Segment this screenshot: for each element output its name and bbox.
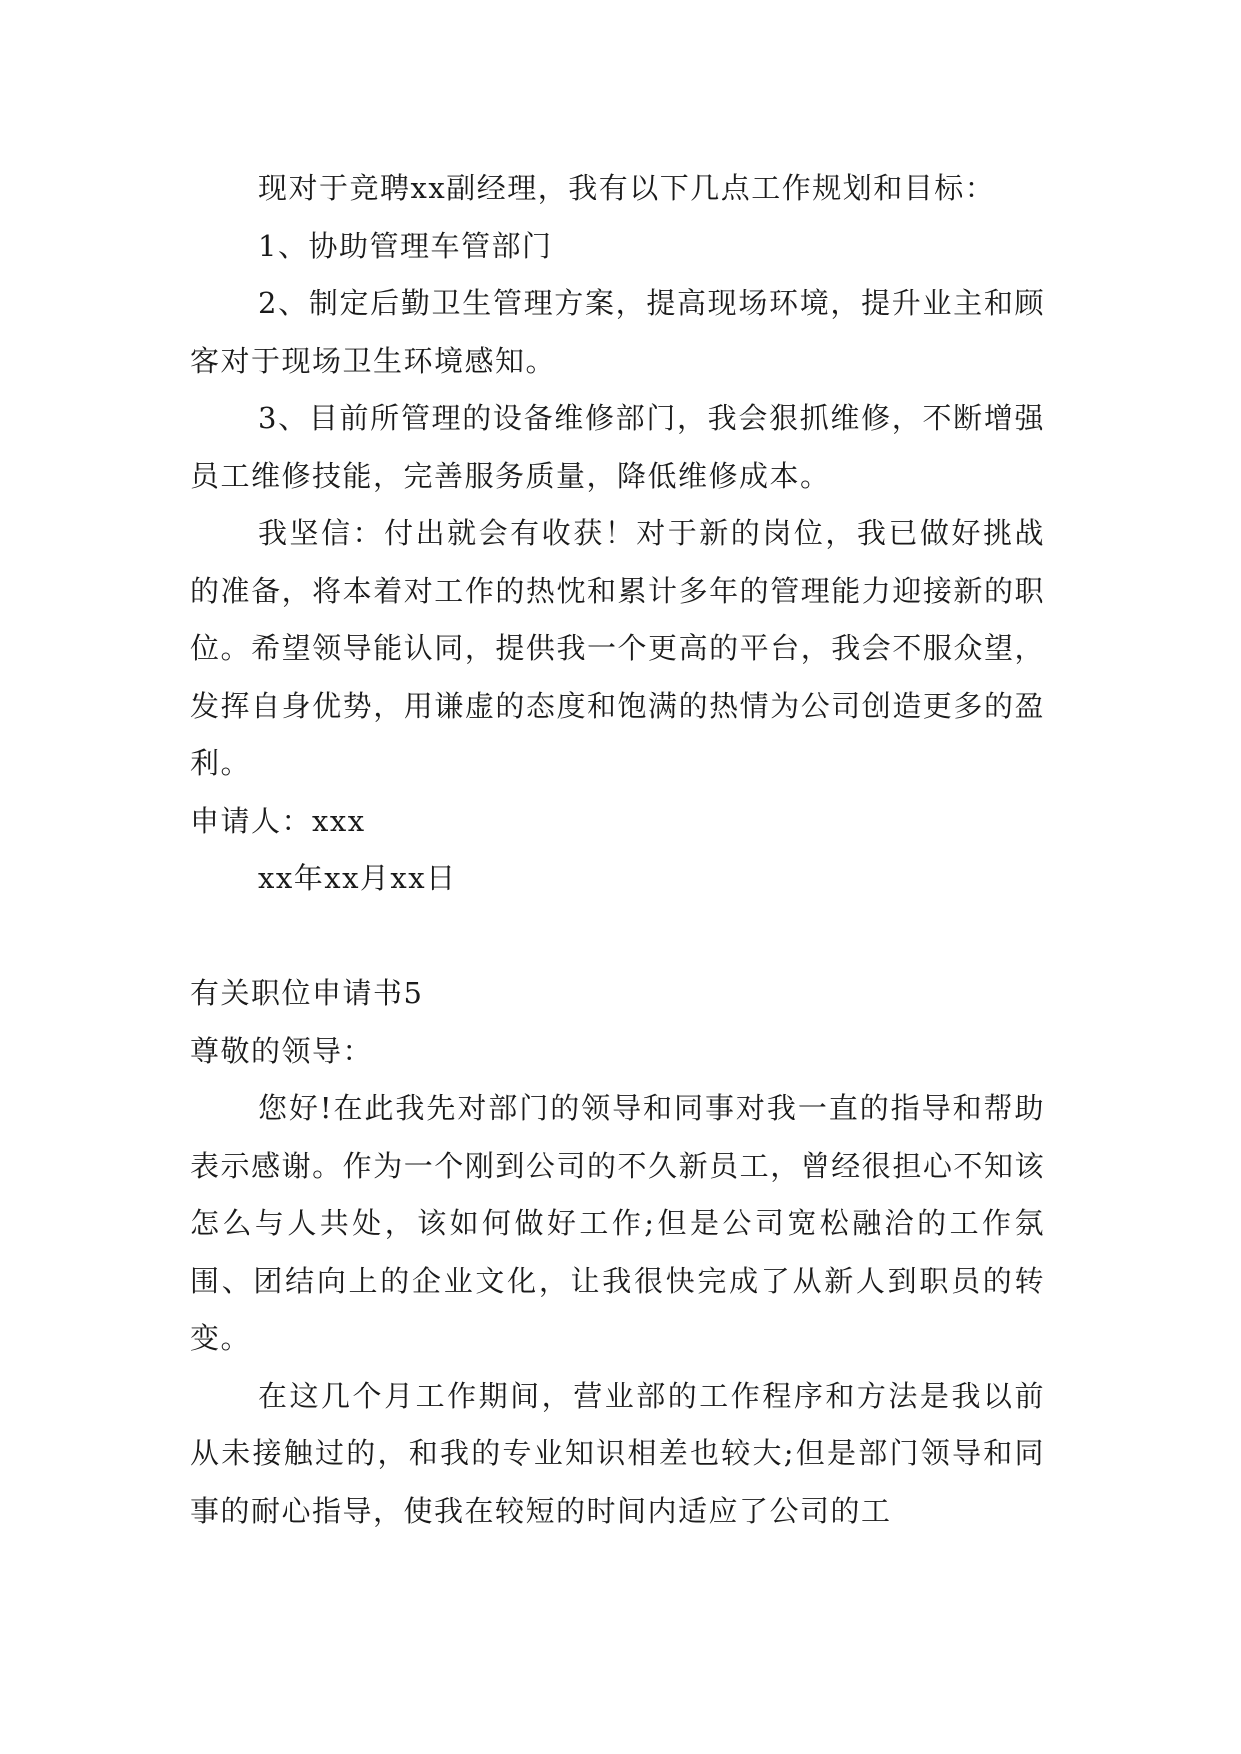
paragraph-conviction: 我坚信：付出就会有收获！对于新的岗位，我已做好挑战的准备，将本着对工作的热忱和累计多年的管理能力迎接新的职位。希望领导能认同，提供我一个更高的平台，我会不服众望，发挥自身优势，用谦虚的态度和饱满的热情为公司创造更多的盈利。 xyxy=(190,516,1045,780)
paragraph-work-period: 在这几个月工作期间，营业部的工作程序和方法是我以前从未接触过的，和我的专业知识相差也较大;但是部门领导和同事的耐心指导，使我在较短的时间内适应了公司的工 xyxy=(190,1378,1045,1528)
salutation: 尊敬的领导： xyxy=(190,1033,374,1068)
signature-date: xx年xx月xx日 xyxy=(258,861,457,895)
document-body xyxy=(190,160,1045,1540)
paragraph-thanks: 您好!在此我先对部门的领导和同事对我一直的指导和帮助表示感谢。作为一个刚到公司的不久新员工，曾经很担心不知该怎么与人共处，该如何做好工作;但是公司宽松融洽的工作氛围、团结向上的企业文化，让我很快完成了从新人到职员的转变。 xyxy=(190,1091,1045,1355)
applicant-signature: 申请人：xxx xyxy=(190,803,366,838)
paragraph-goal-3: 3、目前所管理的设备维修部门，我会狠抓维修，不断增强员工维修技能，完善服务质量，降低维修成本。 xyxy=(190,401,1045,493)
paragraph-goal-2: 2、制定后勤卫生管理方案，提高现场环境，提升业主和顾客对于现场卫生环境感知。 xyxy=(190,286,1045,378)
paragraph-goal-1: 1、协助管理车管部门 xyxy=(258,228,553,263)
section-spacer xyxy=(190,908,1045,966)
section-title: 有关职位申请书5 xyxy=(190,976,424,1010)
paragraph-goals-intro: 现对于竞聘xx副经理，我有以下几点工作规划和目标： xyxy=(258,171,996,205)
